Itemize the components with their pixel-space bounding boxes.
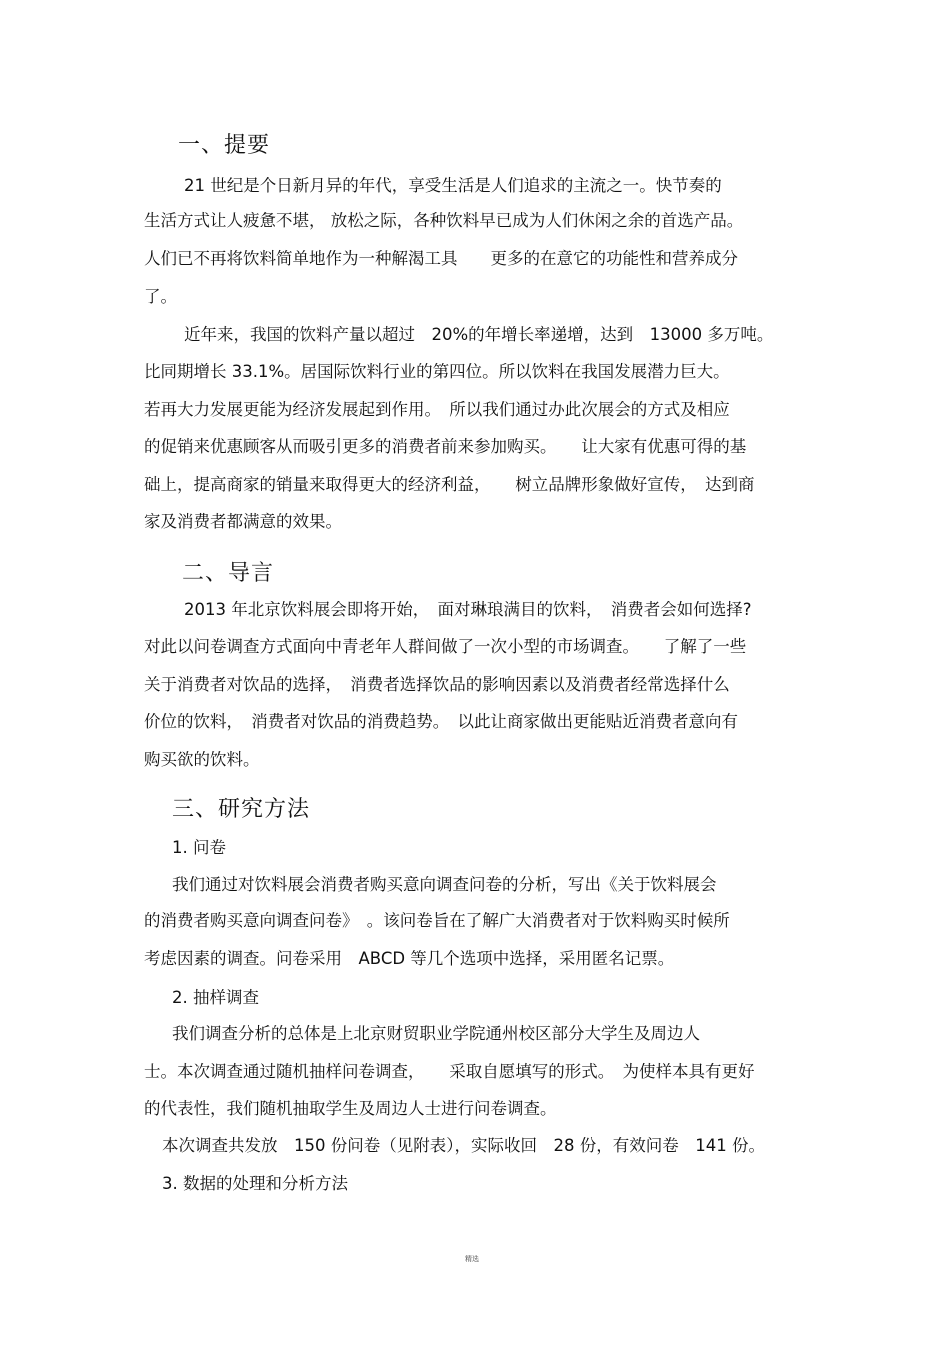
paragraph-line: 士。本次调查通过随机抽样问卷调查， 采取自愿填写的形式。 为使样本具有更好 bbox=[144, 1062, 755, 1081]
subheading-questionnaire: 1. 问卷 bbox=[172, 838, 226, 857]
section-heading-methods: 三、研究方法 bbox=[172, 797, 311, 822]
paragraph-line: 础上，提高商家的销量来取得更大的经济利益， 树立品牌形象做好宣传， 达到商 bbox=[144, 475, 755, 494]
paragraph-line: 考虑因素的调查。问卷采用 ABCD 等几个选项中选择，采用匿名记票。 bbox=[144, 949, 675, 968]
paragraph-line: 比同期增长 33.1%。居国际饮料行业的第四位。所以饮料在我国发展潜力巨大。 bbox=[144, 362, 730, 381]
paragraph-line: 关于消费者对饮品的选择， 消费者选择饮品的影响因素以及消费者经常选择什么 bbox=[144, 675, 730, 694]
paragraph-line: 家及消费者都满意的效果。 bbox=[144, 512, 342, 531]
paragraph-line: 生活方式让人疲惫不堪， 放松之际，各种饮料早已成为人们休闲之余的首选产品。 bbox=[144, 211, 744, 230]
paragraph-line: 了。 bbox=[144, 287, 177, 306]
paragraph-line: 的代表性，我们随机抽取学生及周边人士进行问卷调查。 bbox=[144, 1099, 557, 1118]
paragraph-line: 本次调查共发放 150 份问卷（见附表），实际收回 28 份，有效问卷 141 份。 bbox=[162, 1136, 765, 1155]
subheading-sampling: 2. 抽样调查 bbox=[172, 988, 259, 1007]
paragraph-line: 我们调查分析的总体是上北京财贸职业学院通州校区部分大学生及周边人 bbox=[172, 1024, 700, 1043]
section-heading-summary: 一、提要 bbox=[178, 133, 271, 158]
paragraph-line: 我们通过对饮料展会消费者购买意向调查问卷的分析，写出《关于饮料展会 bbox=[172, 875, 717, 894]
paragraph-line: 价位的饮料， 消费者对饮品的消费趋势。 以此让商家做出更能贴近消费者意向有 bbox=[144, 712, 738, 731]
paragraph-line: 对此以问卷调查方式面向中青老年人群间做了一次小型的市场调查。 了解了一些 bbox=[144, 637, 747, 656]
paragraph-line: 的促销来优惠顾客从而吸引更多的消费者前来参加购买。 让大家有优惠可得的基 bbox=[144, 437, 747, 456]
paragraph-line: 若再大力发展更能为经济发展起到作用。 所以我们通过办此次展会的方式及相应 bbox=[144, 400, 730, 419]
paragraph-line: 21 世纪是个日新月异的年代，享受生活是人们追求的主流之一。快节奏的 bbox=[184, 176, 722, 195]
paragraph-line: 人们已不再将饮料简单地作为一种解渴工具 更多的在意它的功能性和营养成分 bbox=[144, 249, 738, 268]
subheading-data-processing: 3. 数据的处理和分析方法 bbox=[162, 1174, 348, 1193]
paragraph-line: 购买欲的饮料。 bbox=[144, 750, 260, 769]
paragraph-line: 近年来，我国的饮料产量以超过 20%的年增长率递增，达到 13000 多万吨。 bbox=[184, 325, 774, 344]
paragraph-line: 2013 年北京饮料展会即将开始， 面对琳琅满目的饮料， 消费者会如何选择? bbox=[184, 600, 752, 619]
footer-mark: 精选 bbox=[465, 1255, 479, 1263]
section-heading-introduction: 二、导言 bbox=[182, 561, 275, 586]
paragraph-line: 的消费者购买意向调查问卷》 。该问卷旨在了解广大消费者对于饮料购买时候所 bbox=[144, 911, 730, 930]
